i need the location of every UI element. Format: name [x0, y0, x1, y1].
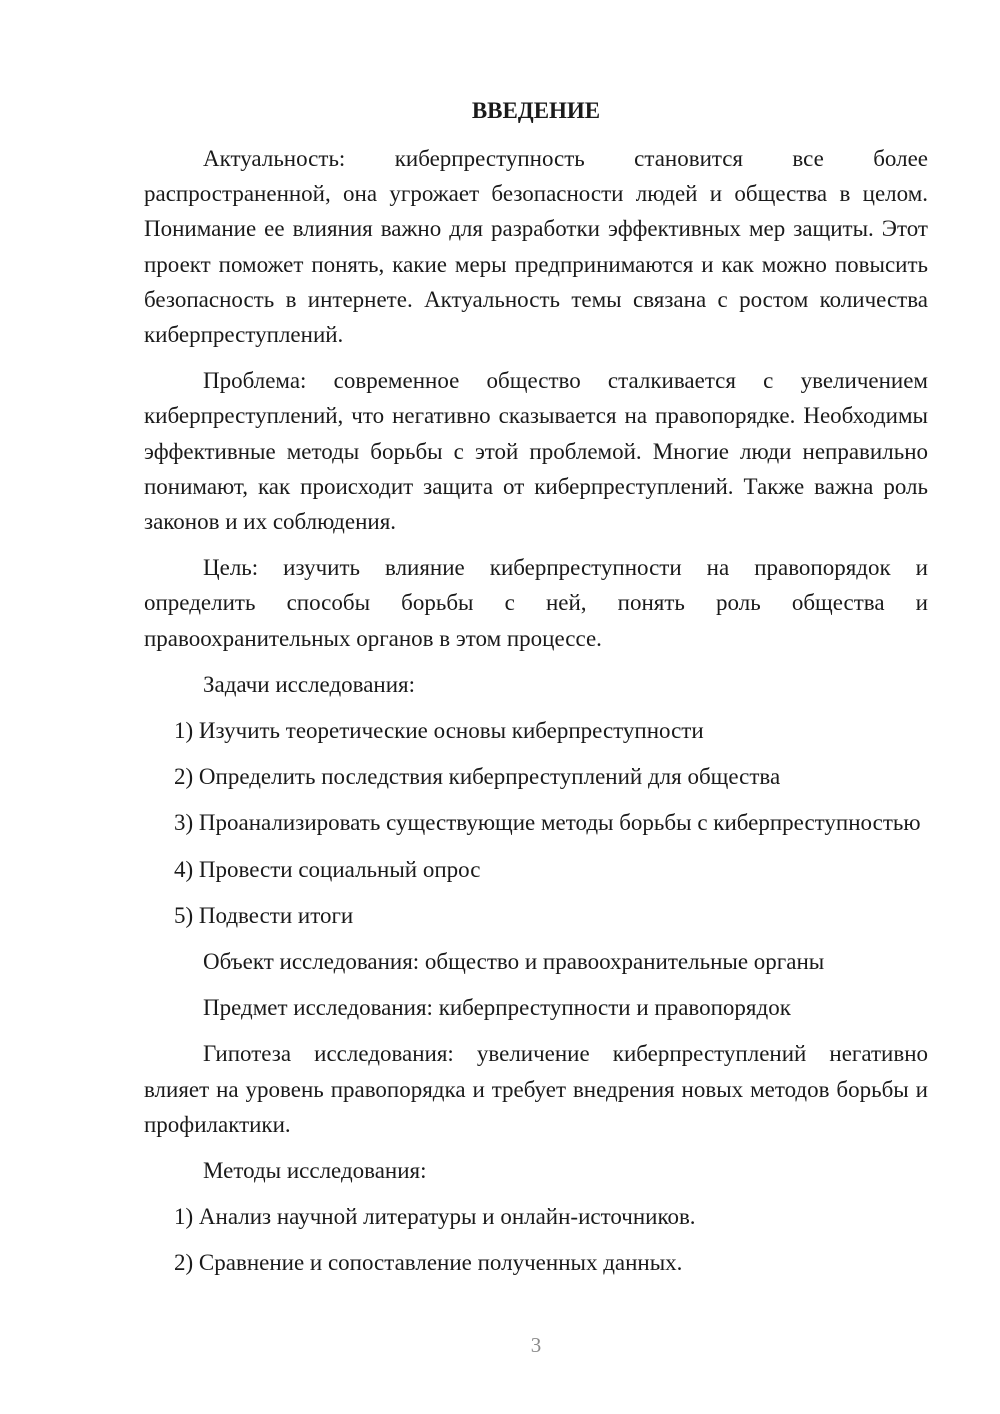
page-number: 3	[530, 1333, 542, 1357]
problem-paragraph: Проблема: современное общество сталкивается с увеличением киберпреступлений, что негативно сказывается на правопорядке. Необходимы эффективные методы борьбы с этой проблемой. Многие люди неправильно понимают, как происходит защита от киберпреступлений. Также важна роль законов и их соблюдения.	[144, 368, 928, 535]
goal-paragraph: Цель: изучить влияние киберпреступности на правопорядок и определить способы борьбы с ней, понять роль общества и правоохранительных органов в этом процессе.	[144, 555, 928, 651]
method-item-1: 1) Анализ научной литературы и онлайн-источников.	[174, 1204, 696, 1230]
task-item-1: 1) Изучить теоретические основы киберпреступности	[174, 718, 704, 744]
task-item-4: 4) Провести социальный опрос	[174, 856, 481, 882]
task-item-3: 3) Проанализировать существующие методы борьбы с киберпреступностью	[174, 810, 921, 836]
document-page	[144, 93, 928, 1292]
hypothesis-paragraph: Гипотеза исследования: увеличение киберпреступлений негативно влияет на уровень правопорядка и требует внедрения новых методов борьбы и профилактики.	[144, 1041, 928, 1137]
task-item-2: 2) Определить последствия киберпреступлений для общества	[174, 764, 781, 790]
subject-paragraph: Предмет исследования: киберпреступности и правопорядок	[203, 995, 791, 1021]
method-item-2: 2) Сравнение и сопоставление полученных данных.	[174, 1250, 683, 1276]
relevance-paragraph: Актуальность: киберпреступность становится все более распространенной, она угрожает безопасности людей и общества в целом. Понимание ее влияния важно для разработки эффективных мер защиты. Этот проект поможет понять, какие меры предпринимаются и как можно повысить безопасность в интернете. Актуальность темы связана с ростом количества киберпреступлений.	[144, 146, 928, 348]
object-paragraph: Объект исследования: общество и правоохранительные органы	[203, 949, 825, 975]
section-heading: ВВЕДЕНИЕ	[471, 98, 601, 123]
task-item-5: 5) Подвести итоги	[174, 902, 354, 928]
methods-heading: Методы исследования:	[203, 1158, 427, 1184]
tasks-heading: Задачи исследования:	[203, 671, 416, 697]
